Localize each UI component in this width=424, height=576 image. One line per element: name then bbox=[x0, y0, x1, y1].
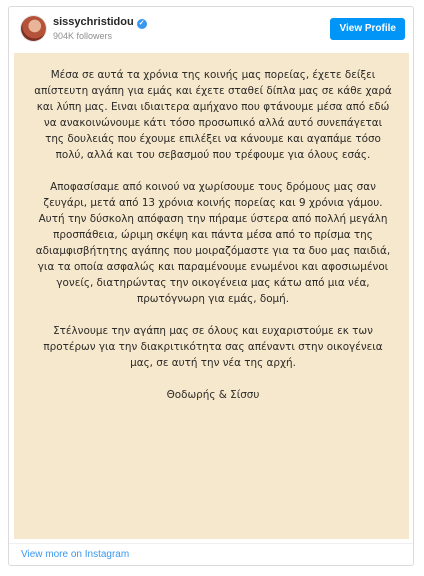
post-image[interactable] bbox=[14, 53, 409, 539]
username-text[interactable]: sissychristidou bbox=[53, 16, 134, 28]
post-footer bbox=[9, 543, 413, 568]
view-more-on-instagram-link[interactable]: View more on Instagram bbox=[21, 549, 130, 560]
view-profile-button[interactable]: View Profile bbox=[330, 18, 405, 40]
post-text-block bbox=[33, 67, 393, 403]
post-signature: Θοδωρής & Σίσσυ bbox=[166, 389, 260, 401]
verified-badge-icon: ✓ bbox=[137, 19, 147, 29]
post-paragraph-1: Μέσα σε αυτά τα χρόνια της κοινής μας πορείας, έχετε δείξει απίστευτη αγάπη για εμάς και έχετε σταθεί δίπλα μας σε κάθε χαρά και λύπη μας. Ειναι ιδιαιτερα αμήχανο που φτάνουμε μέσα από εδώ να ανακοινώνουμε κάτι τόσο προσωπικό αλλά αυτό συνεπάγεται της δουλειάς που έχουμε επιλέξει να κάνουμε και αγαπάμε τόσο πολύ, αλλά και του σεβασμού που τρέφουμε για όλους εσάς. bbox=[34, 69, 392, 161]
followers-count: 904K followers bbox=[53, 31, 113, 41]
profile-avatar[interactable] bbox=[21, 16, 46, 41]
post-header bbox=[9, 7, 413, 47]
post-paragraph-2: Αποφασίσαμε από κοινού να χωρίσουμε τους δρόμους μας σαν ζευγάρι, μετά από 13 χρόνια κοινής πορείας και 9 χρόνια γάμου. Αυτή την δύσκολη απόφαση την πήραμε ύστερα από πολλή μεγάλη προσπάθεια, ώριμη σκέψη και πάντα μέσα από το πρίσμα της αδιαμφισβήτητης αγάπης που μοιραζόμαστε για τα δυο μας παιδιά, για τα οποία ασφαλώς και παραμένουμε ενωμένοι και αφοσιωμένοι γονείς, διατηρώντας την οικογένεια μας κάτω από μια νέα, πρωτόγνωρη για εμάς, δομή. bbox=[35, 181, 391, 305]
post-paragraph-3: Στέλνουμε την αγάπη μας σε όλους και ευχαριστούμε εκ των προτέρων για την διακριτικότητα σας απέναντι στην οικογένεια μας, σε αυτή την νέα της αρχή. bbox=[43, 325, 383, 369]
instagram-embed-card bbox=[8, 6, 414, 566]
username-link[interactable] bbox=[53, 16, 147, 29]
